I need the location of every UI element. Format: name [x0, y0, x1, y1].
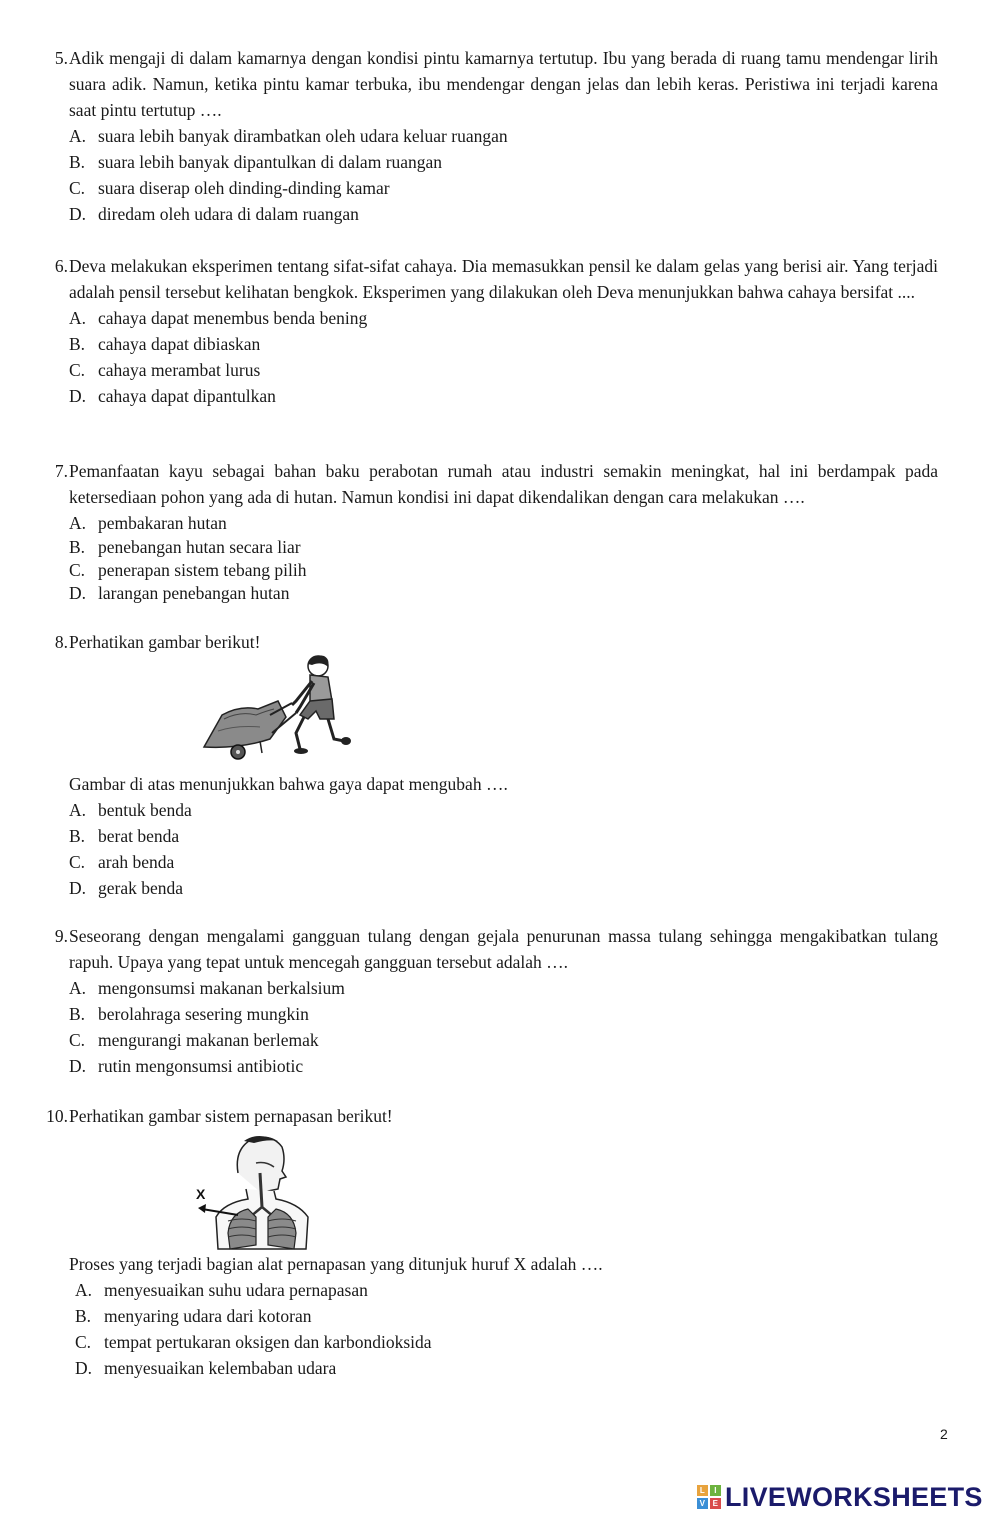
option-text: bentuk benda [98, 800, 192, 820]
option-c[interactable]: C. mengurangi makanan berlemak [69, 1027, 938, 1053]
question-text: Deva melakukan eksperimen tentang sifat-sifat cahaya. Dia memasukkan pensil ke dalam gelas yang berisi air. Yang terjadi adalah pensil tersebut kelihatan bengkok. Eksperimen yang dilakukan oleh Deva menunjukkan bahwa cahaya bersifat .... [69, 256, 938, 302]
option-text: larangan penebangan hutan [98, 583, 290, 603]
question-text: Gambar di atas menunjukkan bahwa gaya dapat mengubah …. [69, 774, 508, 794]
option-d[interactable]: D. larangan penebangan hutan [69, 583, 290, 603]
option-text: suara lebih banyak dirambatkan oleh udara keluar ruangan [98, 126, 508, 146]
question-text: Pemanfaatan kayu sebagai bahan baku perabotan rumah atau industri semakin meningkat, hal ini berdampak pada ketersediaan pohon yang ada di hutan. Namun kondisi ini dapat dikendalikan dengan cara melakukan …. [69, 461, 938, 507]
options-list [69, 123, 938, 227]
option-a[interactable]: A. menyesuaikan suhu udara pernapasan [75, 1277, 938, 1303]
liveworksheets-logo[interactable] [697, 1484, 983, 1510]
options-list [75, 1277, 938, 1381]
option-b[interactable]: B. menyaring udara dari kotoran [75, 1303, 938, 1329]
option-text: tempat pertukaran oksigen dan karbondioksida [104, 1332, 432, 1352]
option-text: cahaya dapat menembus benda bening [98, 308, 368, 328]
option-text: cahaya merambat lurus [98, 360, 261, 380]
wheelbarrow-boy-image [200, 653, 352, 763]
respiratory-system-image [194, 1133, 322, 1251]
option-c[interactable]: C. penerapan sistem tebang pilih [69, 560, 307, 580]
question-8 [38, 629, 938, 655]
options-list [69, 510, 938, 605]
option-b[interactable]: B. berat benda [69, 823, 938, 849]
options-list [69, 797, 938, 901]
question-text: Perhatikan gambar berikut! [69, 632, 261, 652]
option-text: arah benda [98, 852, 175, 872]
question-10 [38, 1103, 938, 1129]
logo-text: LIVEWORKSHEETS [725, 1482, 983, 1512]
logo-mark-icon: L I V E [697, 1485, 721, 1509]
question-5 [38, 45, 938, 227]
option-text: suara diserap oleh dinding-dinding kamar [98, 178, 390, 198]
option-text: cahaya dapat dibiaskan [98, 334, 261, 354]
question-number: 6. [54, 256, 68, 276]
option-text: berat benda [98, 826, 180, 846]
question-text: Adik mengaji di dalam kamarnya dengan kondisi pintu kamarnya tertutup. Ibu yang berada di ruang tamu mendengar lirih suara adik. Namun, ketika pintu kamar terbuka, ibu mendengar dengan jelas dan lebih keras. Peristiwa ini terjadi karena saat pintu tertutup …. [69, 48, 938, 120]
option-c[interactable]: C. arah benda [69, 849, 938, 875]
question-number: 7. [54, 461, 68, 481]
option-text: rutin mengonsumsi antibiotic [98, 1056, 304, 1076]
question-text: Seseorang dengan mengalami gangguan tulang dengan gejala penurunan massa tulang sehingga mengakibatkan tulang rapuh. Upaya yang tepat untuk mencegah gangguan tersebut adalah …. [69, 926, 938, 972]
question-text: Perhatikan gambar sistem pernapasan berikut! [69, 1106, 393, 1126]
option-c[interactable]: C. tempat pertukaran oksigen dan karbondioksida [75, 1329, 938, 1355]
question-number: 8. [54, 632, 68, 652]
question-9 [38, 923, 938, 1079]
options-list [69, 305, 938, 409]
question-number: 9. [54, 926, 68, 946]
option-c[interactable]: C. suara diserap oleh dinding-dinding kamar [69, 175, 938, 201]
option-text: diredam oleh udara di dalam ruangan [98, 204, 359, 224]
option-d[interactable]: D. menyesuaikan kelembaban udara [75, 1355, 938, 1381]
question-10-body [38, 1251, 938, 1381]
option-text: mengurangi makanan berlemak [98, 1030, 319, 1050]
option-text: menyaring udara dari kotoran [104, 1306, 312, 1326]
option-a[interactable]: A. cahaya dapat menembus benda bening [69, 305, 938, 331]
option-c[interactable]: C. cahaya merambat lurus [69, 357, 938, 383]
question-text: Proses yang terjadi bagian alat pernapasan yang ditunjuk huruf X adalah …. [69, 1254, 603, 1274]
option-text: penebangan hutan secara liar [98, 537, 301, 557]
question-7 [38, 458, 938, 605]
option-b[interactable]: B. cahaya dapat dibiaskan [69, 331, 938, 357]
option-text: cahaya dapat dipantulkan [98, 386, 276, 406]
option-a[interactable]: A. pembakaran hutan [69, 510, 938, 536]
option-d[interactable]: D. rutin mengonsumsi antibiotic [69, 1053, 938, 1079]
option-d[interactable]: D. cahaya dapat dipantulkan [69, 383, 938, 409]
option-text: mengonsumsi makanan berkalsium [98, 978, 345, 998]
option-text: gerak benda [98, 878, 184, 898]
page-number: 2 [940, 1426, 948, 1442]
options-list [69, 975, 938, 1079]
question-6 [38, 253, 938, 409]
question-number: 10. [46, 1106, 68, 1126]
option-b[interactable]: B. suara lebih banyak dipantulkan di dalam ruangan [69, 149, 938, 175]
option-a[interactable]: A. suara lebih banyak dirambatkan oleh udara keluar ruangan [69, 123, 938, 149]
question-number: 5. [54, 48, 68, 68]
pointer-label: X [196, 1186, 206, 1202]
option-b[interactable]: B. penebangan hutan secara liar [69, 537, 301, 557]
option-a[interactable]: A. bentuk benda [69, 797, 938, 823]
question-8-body [38, 771, 938, 901]
option-d[interactable]: D. diredam oleh udara di dalam ruangan [69, 201, 938, 227]
option-text: menyesuaikan kelembaban udara [104, 1358, 337, 1378]
option-a[interactable]: A. mengonsumsi makanan berkalsium [69, 975, 938, 1001]
option-text: suara lebih banyak dipantulkan di dalam ruangan [98, 152, 443, 172]
option-text: menyesuaikan suhu udara pernapasan [104, 1280, 368, 1300]
option-d[interactable]: D. gerak benda [69, 875, 938, 901]
option-text: berolahraga sesering mungkin [98, 1004, 309, 1024]
option-b[interactable]: B. berolahraga sesering mungkin [69, 1001, 938, 1027]
option-text: penerapan sistem tebang pilih [98, 560, 307, 580]
option-text: pembakaran hutan [98, 513, 227, 533]
